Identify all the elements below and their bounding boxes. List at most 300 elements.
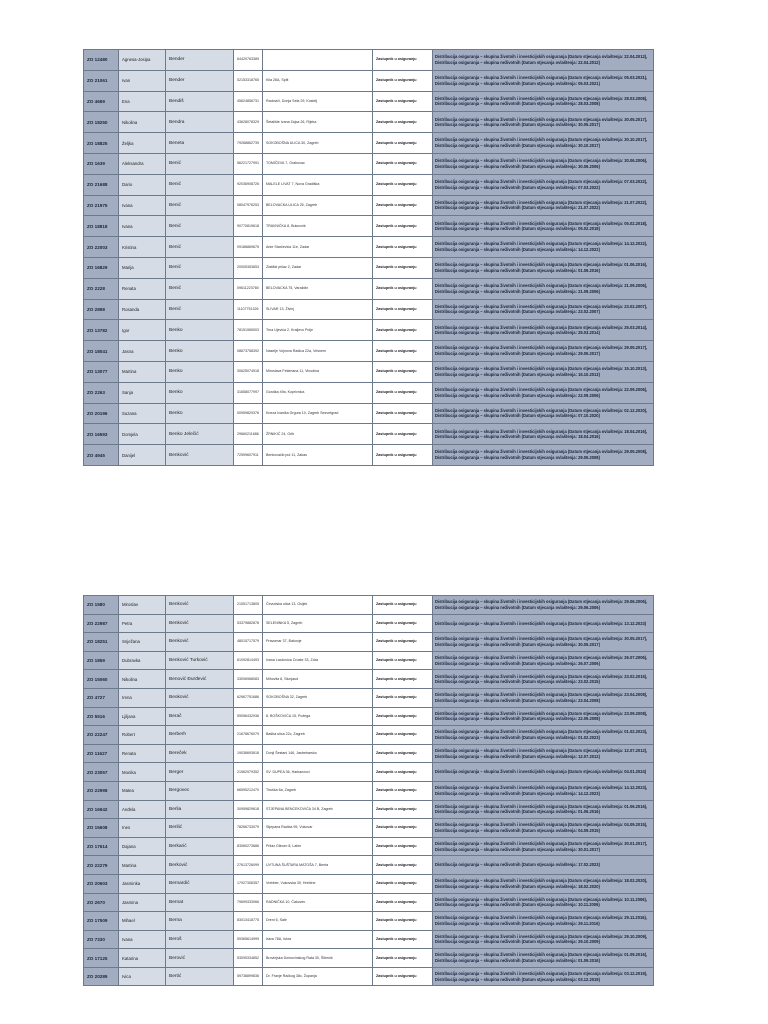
address-cell: TOMIČEVA 7, Grabovac (263, 153, 373, 174)
authorization-description-cell: Distribucija osiguranja – skupina životnih i investicijskih osiguranja (Datum stjecanja ovlaštenja: 14.12.2022), Distribucija osiguranja – skupina neživotnih (Datum stjecanja ovlaštenja: 14.12.2022) (433, 237, 654, 258)
oib-cell: 90770819618 (234, 216, 263, 237)
oib-cell: 09186869675 (234, 237, 263, 258)
status-cell: Zastupnik u osiguranju (373, 133, 433, 154)
oib-cell: 92036908726 (234, 174, 263, 195)
first-name-cell: Ivana (119, 930, 166, 949)
registry-table-body (84, 50, 654, 466)
table-row (84, 912, 654, 931)
first-name-cell: Sanja (119, 382, 166, 403)
table-row (84, 633, 654, 652)
agent-id-cell: ZO 16593 (84, 424, 119, 445)
oib-cell: 83013418775 (234, 912, 263, 931)
first-name-cell: Irena (119, 688, 166, 707)
agent-id-cell: ZO 21061 (84, 70, 119, 91)
agent-id-cell: ZO 15060 (84, 670, 119, 689)
status-cell: Zastupnik u osiguranju (373, 361, 433, 382)
table-row (84, 91, 654, 112)
address-cell: Benkovački put 11, Zakas (263, 445, 373, 466)
agent-id-cell: ZO 22003 (84, 237, 119, 258)
oib-cell: 33006968083 (234, 670, 263, 689)
first-name-cell: Suzana (119, 403, 166, 424)
agent-id-cell: ZO 23057 (84, 763, 119, 782)
oib-cell: 45624856731 (234, 91, 263, 112)
oib-cell: 72599607911 (234, 445, 263, 466)
first-name-cell: Nikolina (119, 670, 166, 689)
last-name-cell: Benić (166, 153, 234, 174)
oib-cell: 31658077997 (234, 382, 263, 403)
oib-cell: 21678676079 (234, 726, 263, 745)
table-row (84, 403, 654, 424)
table-row (84, 195, 654, 216)
oib-cell: 59738899836 (234, 967, 263, 986)
status-cell: Zastupnik u osiguranju (373, 819, 433, 838)
authorization-description-cell: Distribucija osiguranja – skupina životnih i investicijskih osiguranja (Datum stjecanja ovlaštenja: 23.02.2015), Distribucija osiguranja – skupina neživotnih (Datum stjecanja ovlaštenja: 23.02.2015) (433, 670, 654, 689)
last-name-cell: Benko (166, 403, 234, 424)
authorization-description-cell: Distribucija osiguranja – skupina životnih i investicijskih osiguranja (Datum stjecanja ovlaštenja: 30.05.2017), Distribucija osiguranja – skupina neživotnih (Datum stjecanja ovlaštenja: 30.05.2017) (433, 112, 654, 133)
last-name-cell: Bereček (166, 744, 234, 763)
oib-cell: 00959829376 (234, 403, 263, 424)
status-cell: Zastupnik u osiguranju (373, 174, 433, 195)
last-name-cell: Benko (166, 382, 234, 403)
status-cell: Zastupnik u osiguranju (373, 763, 433, 782)
address-cell: MALELE LIVAT 7, Nova Gradiška (263, 174, 373, 195)
oib-cell: 56221727991 (234, 153, 263, 174)
authorization-description-cell: Distribucija osiguranja – skupina životnih i investicijskih osiguranja (Datum stjecanja ovlaštenja: 22.09.2006), Distribucija osiguranja – skupina neživotnih (Datum stjecanja ovlaštenja: 22.09.2006) (433, 382, 654, 403)
address-cell: SLIVAR 13, Živinj (263, 299, 373, 320)
first-name-cell: Ivan (119, 70, 166, 91)
agent-id-cell: ZO 17509 (84, 912, 119, 931)
status-cell: Zastupnik u osiguranju (373, 382, 433, 403)
address-cell: Ante Starčevića 11e, Zadar (263, 237, 373, 258)
last-name-cell: Beoković (166, 688, 234, 707)
oib-cell: 64420763389 (234, 50, 263, 71)
authorization-description-cell: Distribucija osiguranja – skupina životnih i investicijskih osiguranja (Datum stjecanja ovlaštenja: 30.06.2006), Distribucija osiguranja – skupina neživotnih (Datum stjecanja ovlaštenja: 30.06.2006) (433, 153, 654, 174)
oib-cell: 53095334852 (234, 949, 263, 968)
oib-cell: 19036693616 (234, 744, 263, 763)
address-cell: TRAVNIČKA 8, Bukovnik (263, 216, 373, 237)
status-cell: Zastupnik u osiguranju (373, 50, 433, 71)
first-name-cell: Renata (119, 278, 166, 299)
agent-id-cell: ZO 15608 (84, 819, 119, 838)
last-name-cell: Benović Đurđević (166, 670, 234, 689)
oib-cell: 53379882878 (234, 614, 263, 633)
status-cell: Zastupnik u osiguranju (373, 912, 433, 931)
last-name-cell: Berna (166, 912, 234, 931)
table-row (84, 837, 654, 856)
first-name-cell: Snježana (119, 633, 166, 652)
address-cell: STJEPANA BENCEKOVIĆA 34 B, Zagreb (263, 800, 373, 819)
agent-id-cell: ZO 11627 (84, 744, 119, 763)
oib-cell: 20005353653 (234, 257, 263, 278)
authorization-description-cell: Distribucija osiguranja – skupina životnih i investicijskih osiguranja (Datum stjecanja ovlaštenja: 01.06.2016), Distribucija osiguranja – skupina neživotnih (Datum stjecanja ovlaštenja: 01.06.2016) (433, 800, 654, 819)
status-cell: Zastupnik u osiguranju (373, 424, 433, 445)
authorization-description-cell: Distribucija osiguranja – skupina životnih i investicijskih osiguranja (Datum stjecanja ovlaštenja: 26.07.2006), Distribucija osiguranja – skupina neživotnih (Datum stjecanja ovlaštenja: 26.07.2006) (433, 651, 654, 670)
first-name-cell: Renata (119, 744, 166, 763)
agent-id-cell: ZO 22279 (84, 856, 119, 875)
address-cell: Kila 26A, Split (263, 70, 373, 91)
agent-id-cell: ZO 5516 (84, 707, 119, 726)
oib-cell: 29660211686 (234, 424, 263, 445)
agent-id-cell: ZO 16942 (84, 800, 119, 819)
table-row (84, 819, 654, 838)
last-name-cell: Benković (166, 633, 234, 652)
authorization-description-cell: Distribucija osiguranja – skupina životnih i investicijskih osiguranja (Datum stjecanja ovlaštenja: 23.04.2008), Distribucija osiguranja – skupina neživotnih (Datum stjecanja ovlaštenja: 23.04.2008) (433, 688, 654, 707)
first-name-cell: Dajana (119, 837, 166, 856)
address-cell: Tiruška 6a, Zagreb (263, 781, 373, 800)
authorization-description-cell: Distribucija osiguranja – skupina životnih i investicijskih osiguranja (Datum stjecanja ovlaštenja: 14.12.2023), Distribucija osiguranja – skupina neživotnih (Datum stjecanja ovlaštenja: 14.12.2023) (433, 781, 654, 800)
oib-cell: 17927306357 (234, 874, 263, 893)
last-name-cell: Benković (166, 614, 234, 633)
status-cell: Zastupnik u osiguranju (373, 403, 433, 424)
table-row (84, 781, 654, 800)
registry-table-bottom (83, 595, 654, 986)
agent-id-cell: ZO 4669 (84, 91, 119, 112)
agent-id-cell: ZO 18250 (84, 112, 119, 133)
status-cell: Zastupnik u osiguranju (373, 341, 433, 362)
last-name-cell: Bendra (166, 112, 234, 133)
oib-cell: 59365614999 (234, 930, 263, 949)
last-name-cell: Benko Jelečić (166, 424, 234, 445)
first-name-cell: Jasna (119, 341, 166, 362)
status-cell: Zastupnik u osiguranju (373, 299, 433, 320)
authorization-description-cell: Distribucija osiguranja – skupina životnih i investicijskih osiguranja (Datum stjecanja ovlaštenja: 29.11.2016), Distribucija osiguranja – skupina neživotnih (Datum stjecanja ovlaštenja: 29.11.2016) (433, 912, 654, 931)
last-name-cell: Benić (166, 257, 234, 278)
agent-id-cell: ZO 20196 (84, 403, 119, 424)
last-name-cell: Berilić (166, 819, 234, 838)
last-name-cell: Bernat (166, 893, 234, 912)
agent-id-cell: ZO 22987 (84, 614, 119, 633)
table-row (84, 967, 654, 986)
table-row (84, 320, 654, 341)
authorization-description-cell: Distribucija osiguranja – skupina životnih i investicijskih osiguranja (Datum stjecanja ovlaštenja: 05.03.2021), Distribucija osiguranja – skupina neživotnih (Datum stjecanja ovlaštenja: 05.03.2021) (433, 70, 654, 91)
first-name-cell: Dario (119, 174, 166, 195)
last-name-cell: Beroš (166, 930, 234, 949)
table-row (84, 278, 654, 299)
table-row (84, 257, 654, 278)
authorization-description-cell: Distribucija osiguranja – skupina životnih i investicijskih osiguranja (Datum stjecanja ovlaštenja: 21.09.2006), Distribucija osiguranja – skupina neživotnih (Datum stjecanja ovlaštenja: 21.09.2006) (433, 278, 654, 299)
table-row (84, 707, 654, 726)
authorization-description-cell: Distribucija osiguranja – skupina životnih i investicijskih osiguranja (Datum stjecanja ovlaštenja: 01.02.2023), Distribucija osiguranja – skupina neživotnih (Datum stjecanja ovlaštenja: 01.02.2023) (433, 726, 654, 745)
table-row (84, 800, 654, 819)
authorization-description-cell: Distribucija osiguranja – skupina životnih i investicijskih osiguranja (Datum stjecanja ovlaštenja: 30.01.2017), Distribucija osiguranja – skupina neživotnih (Datum stjecanja ovlaštenja: 30.01.2017) (433, 837, 654, 856)
oib-cell: 08047976253 (234, 195, 263, 216)
last-name-cell: Benić (166, 299, 234, 320)
oib-cell: 08673758392 (234, 341, 263, 362)
status-cell: Zastupnik u osiguranju (373, 278, 433, 299)
table-row (84, 70, 654, 91)
status-cell: Zastupnik u osiguranju (373, 688, 433, 707)
address-cell: Stjepana Radića 95, Vukovar (263, 819, 373, 838)
agent-id-cell: ZO 13077 (84, 361, 119, 382)
table-row (84, 614, 654, 633)
address-cell: Donji Šestani 146, Jastrebarsko (263, 744, 373, 763)
first-name-cell: Igor (119, 320, 166, 341)
last-name-cell: Benković (166, 445, 234, 466)
oib-cell: 66595212470 (234, 781, 263, 800)
table-row (84, 688, 654, 707)
first-name-cell: Danijel (119, 445, 166, 466)
authorization-description-cell: Distribucija osiguranja – skupina životnih i investicijskih osiguranja (Datum stjecanja ovlaštenja: 13.12.2023) (433, 614, 654, 633)
agent-id-cell: ZO 22998 (84, 781, 119, 800)
table-row (84, 744, 654, 763)
last-name-cell: Benić (166, 278, 234, 299)
address-cell: Zlatiški prilaz 2, Zadar (263, 257, 373, 278)
address-cell: Dreni 6, Sale (263, 912, 373, 931)
agent-id-cell: ZO 2228 (84, 278, 119, 299)
status-cell: Zastupnik u osiguranju (373, 633, 433, 652)
first-name-cell: Monika (119, 763, 166, 782)
last-name-cell: Benić (166, 237, 234, 258)
first-name-cell: Ivana (119, 195, 166, 216)
table-row (84, 133, 654, 154)
agent-id-cell: ZO 1639 (84, 153, 119, 174)
authorization-description-cell: Distribucija osiguranja – skupina životnih i investicijskih osiguranja (Datum stjecanja ovlaštenja: 29.05.2017), Distribucija osiguranja – skupina neživotnih (Datum stjecanja ovlaštenja: 29.05.2017) (433, 341, 654, 362)
table-row (84, 424, 654, 445)
address-cell: Naselje Vojnova Radica 22a, Vrisnem (263, 341, 373, 362)
agent-id-cell: ZO 20603 (84, 874, 119, 893)
status-cell: Zastupnik u osiguranju (373, 967, 433, 986)
authorization-description-cell: Distribucija osiguranja – skupina životnih i investicijskih osiguranja (Datum stjecanja ovlaštenja: 22.04.2012), Distribucija osiguranja – skupina neživotnih (Datum stjecanja ovlaštenja: 22.04.2012) (433, 50, 654, 71)
last-name-cell: Berač (166, 707, 234, 726)
agent-id-cell: ZO 4727 (84, 688, 119, 707)
table-row (84, 174, 654, 195)
address-cell: Iskra 78A, Iskra (263, 930, 373, 949)
address-cell: Kneza Ivaniša Grgura 10, Zagreb Sesvetgrad (263, 403, 373, 424)
oib-cell: 30625074918 (234, 361, 263, 382)
oib-cell: 83060273686 (234, 837, 263, 856)
oib-cell: 27613726099 (234, 856, 263, 875)
authorization-description-cell: Distribucija osiguranja – skupina životnih i investicijskih osiguranja (Datum stjecanja ovlaštenja: 21.07.2022), Distribucija osiguranja – skupina neživotnih (Datum stjecanja ovlaštenja: 21.07.2022) (433, 195, 654, 216)
authorization-description-cell: Distribucija osiguranja – skupina životnih i investicijskih osiguranja (Datum stjecanja ovlaštenja: 29.05.2008), Distribucija osiguranja – skupina neživotnih (Datum stjecanja ovlaštenja: 29.05.2008) (433, 445, 654, 466)
status-cell: Zastupnik u osiguranju (373, 949, 433, 968)
last-name-cell: Benić (166, 195, 234, 216)
address-cell (263, 50, 373, 71)
authorization-description-cell: Distribucija osiguranja – skupina životnih i investicijskih osiguranja (Datum stjecanja ovlaštenja: 18.02.2020), Distribucija osiguranja – skupina neživotnih (Datum stjecanja ovlaštenja: 18.02.2020) (433, 874, 654, 893)
status-cell: Zastupnik u osiguranju (373, 257, 433, 278)
last-name-cell: Benković (166, 596, 234, 615)
table-row (84, 874, 654, 893)
authorization-description-cell: Distribucija osiguranja – skupina životnih i investicijskih osiguranja (Datum stjecanja ovlaštenja: 04.01.2024) (433, 763, 654, 782)
last-name-cell: Bender (166, 50, 234, 71)
address-cell: SOKOBOŠNA 32, Zagreb (263, 688, 373, 707)
authorization-description-cell: Distribucija osiguranja – skupina životnih i investicijskih osiguranja (Datum stjecanja ovlaštenja: 25.03.2014), Distribucija osiguranja – skupina neživotnih (Datum stjecanja ovlaštenja: 25.03.2014) (433, 320, 654, 341)
authorization-description-cell: Distribucija osiguranja – skupina životnih i investicijskih osiguranja (Datum stjecanja ovlaštenja: 30.10.2017), Distribucija osiguranja – skupina neživotnih (Datum stjecanja ovlaštenja: 30.10.2017) (433, 133, 654, 154)
oib-cell: 79268862739 (234, 133, 263, 154)
registry-table-top (83, 49, 654, 466)
last-name-cell: Bernardić (166, 874, 234, 893)
address-cell: Pravomar 37, Đakovje (263, 633, 373, 652)
address-cell: Gundka 49a, Koprivnica (263, 382, 373, 403)
first-name-cell: Željka (119, 133, 166, 154)
status-cell: Zastupnik u osiguranju (373, 670, 433, 689)
status-cell: Zastupnik u osiguranju (373, 800, 433, 819)
address-cell: SELENINKA 5, Zagreb (263, 614, 373, 633)
authorization-description-cell: Distribucija osiguranja – skupina neživotnih (Datum stjecanja ovlaštenja: 17.02.2023) (433, 856, 654, 875)
status-cell: Zastupnik u osiguranju (373, 874, 433, 893)
last-name-cell: Berlia (166, 800, 234, 819)
address-cell: BELOVACKA ULICA 25, Zagreb (263, 195, 373, 216)
oib-cell: 02153318765 (234, 70, 263, 91)
first-name-cell: Ivica (119, 967, 166, 986)
address-cell: Ivana Lackovića Croate 33, Zdra (263, 651, 373, 670)
authorization-description-cell: Distribucija osiguranja – skupina životnih i investicijskih osiguranja (Datum stjecanja ovlaštenja: 02.12.2020), Distribucija osiguranja – skupina neživotnih (Datum stjecanja ovlaštenja: 07.10.2020) (433, 403, 654, 424)
address-cell: BELOVACKA 75, Varaždin (263, 278, 373, 299)
first-name-cell: Kristina (119, 237, 166, 258)
status-cell: Zastupnik u osiguranju (373, 112, 433, 133)
oib-cell: 11107751326 (234, 299, 263, 320)
authorization-description-cell: Distribucija osiguranja – skupina životnih i investicijskih osiguranja (Datum stjecanja ovlaštenja: 04.09.2015), Distribucija osiguranja – skupina neživotnih (Datum stjecanja ovlaštenja: 04.09.2015) (433, 819, 654, 838)
oib-cell: 59056432936 (234, 707, 263, 726)
first-name-cell: Miroslav (119, 596, 166, 615)
oib-cell: 61092814493 (234, 651, 263, 670)
authorization-description-cell: Distribucija osiguranja – skupina životnih i investicijskih osiguranja (Datum stjecanja ovlaštenja: 10.11.2006), Distribucija osiguranja – skupina neživotnih (Datum stjecanja ovlaštenja: 10.11.2006) (433, 893, 654, 912)
status-cell: Zastupnik u osiguranju (373, 596, 433, 615)
address-cell: SOKOBOŠNA ULICA 30, Zagreb (263, 133, 373, 154)
oib-cell: 21562979352 (234, 763, 263, 782)
agent-id-cell: ZO 17614 (84, 837, 119, 856)
table-row (84, 949, 654, 968)
first-name-cell: Mihael (119, 912, 166, 931)
first-name-cell: Ljiljana (119, 707, 166, 726)
last-name-cell: Berkarić (166, 837, 234, 856)
table-row (84, 50, 654, 71)
first-name-cell: Petra (119, 614, 166, 633)
oib-cell: 78151965003 (234, 320, 263, 341)
table-row (84, 361, 654, 382)
table-row (84, 299, 654, 320)
table-row (84, 112, 654, 133)
agent-id-cell: ZO 7330 (84, 930, 119, 949)
last-name-cell: Benko (166, 361, 234, 382)
first-name-cell: Anđela (119, 800, 166, 819)
oib-cell: 78266733079 (234, 819, 263, 838)
first-name-cell: Ines (119, 819, 166, 838)
agent-id-cell: ZO 12480 (84, 50, 119, 71)
last-name-cell: Berberh (166, 726, 234, 745)
table-row (84, 445, 654, 466)
table-row (84, 856, 654, 875)
authorization-description-cell: Distribucija osiguranja – skupina životnih i investicijskih osiguranja (Datum stjecanja ovlaštenja: 28.03.2008), Distribucija osiguranja – skupina neživotnih (Datum stjecanja ovlaštenja: 28.03.2008) (433, 91, 654, 112)
agent-id-cell: ZO 21975 (84, 195, 119, 216)
first-name-cell: Ena (119, 91, 166, 112)
address-cell: Trna Ujevića 2, Kraljevo Polje (263, 320, 373, 341)
table-row (84, 763, 654, 782)
last-name-cell: Berger (166, 763, 234, 782)
first-name-cell: Nikolina (119, 112, 166, 133)
authorization-description-cell: Distribucija osiguranja – skupina životnih i investicijskih osiguranja (Datum stjecanja ovlaštenja: 23.02.2007), Distribucija osiguranja – skupina neživotnih (Datum stjecanja ovlaštenja: 23.02.2007) (433, 299, 654, 320)
address-cell: RADNIČKA 10, Čakovec (263, 893, 373, 912)
address-cell: Bašba ulica 22c, Zagreb (263, 726, 373, 745)
last-name-cell: Benko (166, 320, 234, 341)
status-cell: Zastupnik u osiguranju (373, 893, 433, 912)
last-name-cell: Benić (166, 174, 234, 195)
authorization-description-cell: Distribucija osiguranja – skupina životnih i investicijskih osiguranja (Datum stjecanja ovlaštenja: 07.03.2022), Distribucija osiguranja – skupina neživotnih (Datum stjecanja ovlaštenja: 07.03.2022) (433, 174, 654, 195)
first-name-cell: Dubravka (119, 651, 166, 670)
address-cell: Šetalište Ivana Zajca 26, Rijeka (263, 112, 373, 133)
authorization-description-cell: Distribucija osiguranja – skupina životnih i investicijskih osiguranja (Datum stjecanja ovlaštenja: 18.04.2016), Distribucija osiguranja – skupina neživotnih (Datum stjecanja ovlaštenja: 18.04.2016) (433, 424, 654, 445)
agent-id-cell: ZO 4945 (84, 445, 119, 466)
last-name-cell: Benko (166, 341, 234, 362)
address-cell: Prilaz Glinom 8, Labin (263, 837, 373, 856)
oib-cell: 21051713805 (234, 596, 263, 615)
address-cell: Čevudska ulica 13, Osijek (263, 596, 373, 615)
table-row (84, 382, 654, 403)
agent-id-cell: ZO 13782 (84, 320, 119, 341)
last-name-cell: Berović (166, 949, 234, 968)
address-cell: Radovići, Donja Sela 29, Kostelj (263, 91, 373, 112)
status-cell: Zastupnik u osiguranju (373, 216, 433, 237)
first-name-cell: Domjela (119, 424, 166, 445)
agent-id-cell: ZO 2898 (84, 299, 119, 320)
first-name-cell: Agnesa-Josipa (119, 50, 166, 71)
table-row (84, 930, 654, 949)
authorization-description-cell: Distribucija osiguranja – skupina životnih i investicijskih osiguranja (Datum stjecanja ovlaštenja: 29.06.2006), Distribucija osiguranja – skupina neživotnih (Datum stjecanja ovlaštenja: 29.06.2006) (433, 596, 654, 615)
oib-cell: 43628078329 (234, 112, 263, 133)
agent-id-cell: ZO 22247 (84, 726, 119, 745)
address-cell: UVTUNA ŠUŠTARA MATOŠA 7, Benta (263, 856, 373, 875)
last-name-cell: Benić (166, 216, 234, 237)
address-cell: Vrebber, Vukovska 30, Hreblne (263, 874, 373, 893)
oib-cell: 30959829618 (234, 800, 263, 819)
agent-id-cell: ZO 18825 (84, 133, 119, 154)
status-cell: Zastupnik u osiguranju (373, 707, 433, 726)
address-cell: Mihovila 8, Slunjaud (263, 670, 373, 689)
table-row (84, 237, 654, 258)
first-name-cell: Robert (119, 726, 166, 745)
first-name-cell: Katarina (119, 949, 166, 968)
first-name-cell: Martina (119, 856, 166, 875)
status-cell: Zastupnik u osiguranju (373, 837, 433, 856)
status-cell: Zastupnik u osiguranju (373, 70, 433, 91)
authorization-description-cell: Distribucija osiguranja – skupina životnih i investicijskih osiguranja (Datum stjecanja ovlaštenja: 01.06.2016), Distribucija osiguranja – skupina neživotnih (Datum stjecanja ovlaštenja: 01.06.2016) (433, 257, 654, 278)
address-cell: SV. DUPEA 36, Harkanovci (263, 763, 373, 782)
first-name-cell: Marija (119, 257, 166, 278)
last-name-cell: Bertić (166, 967, 234, 986)
agent-id-cell: ZO 2263 (84, 382, 119, 403)
status-cell: Zastupnik u osiguranju (373, 726, 433, 745)
oib-cell: 09611223780 (234, 278, 263, 299)
address-cell: ŽRNIKIĆ 24, Grib (263, 424, 373, 445)
authorization-description-cell: Distribucija osiguranja – skupina životnih i investicijskih osiguranja (Datum stjecanja ovlaštenja: 03.12.2019), Distribucija osiguranja – skupina neživotnih (Datum stjecanja ovlaštenja: 03.12.2019) (433, 967, 654, 986)
status-cell: Zastupnik u osiguranju (373, 930, 433, 949)
status-cell: Zastupnik u osiguranju (373, 856, 433, 875)
last-name-cell: Benković Turković (166, 651, 234, 670)
last-name-cell: Bendiš (166, 91, 234, 112)
authorization-description-cell: Distribucija osiguranja – skupina životnih i investicijskih osiguranja (Datum stjecanja ovlaštenja: 15.10.2013), Distribucija osiguranja – skupina neživotnih (Datum stjecanja ovlaštenja: 15.10.2013) (433, 361, 654, 382)
first-name-cell: Aleksandra (119, 153, 166, 174)
table-row (84, 670, 654, 689)
agent-id-cell: ZO 1859 (84, 651, 119, 670)
address-cell: Miroslava Feldmana 11, Vinodina (263, 361, 373, 382)
first-name-cell: Rosanda (119, 299, 166, 320)
agent-id-cell: ZO 18041 (84, 341, 119, 362)
first-name-cell: Matea (119, 781, 166, 800)
agent-id-cell: ZO 21688 (84, 174, 119, 195)
oib-cell: 79699333066 (234, 893, 263, 912)
status-cell: Zastupnik u osiguranju (373, 153, 433, 174)
status-cell: Zastupnik u osiguranju (373, 614, 433, 633)
first-name-cell: Martina (119, 361, 166, 382)
agent-id-cell: ZO 20289 (84, 967, 119, 986)
agent-id-cell: ZO 18818 (84, 216, 119, 237)
address-cell: Dr. Franje Račkog 38c, Županja (263, 967, 373, 986)
last-name-cell: Berković (166, 856, 234, 875)
last-name-cell: Bergovec (166, 781, 234, 800)
authorization-description-cell: Distribucija osiguranja – skupina životnih i investicijskih osiguranja (Datum stjecanja ovlaštenja: 01.09.2016), Distribucija osiguranja – skupina neživotnih (Datum stjecanja ovlaštenja: 01.09.2016) (433, 949, 654, 968)
oib-cell: 62967751686 (234, 688, 263, 707)
agent-id-cell: ZO 18251 (84, 633, 119, 652)
table-row (84, 893, 654, 912)
